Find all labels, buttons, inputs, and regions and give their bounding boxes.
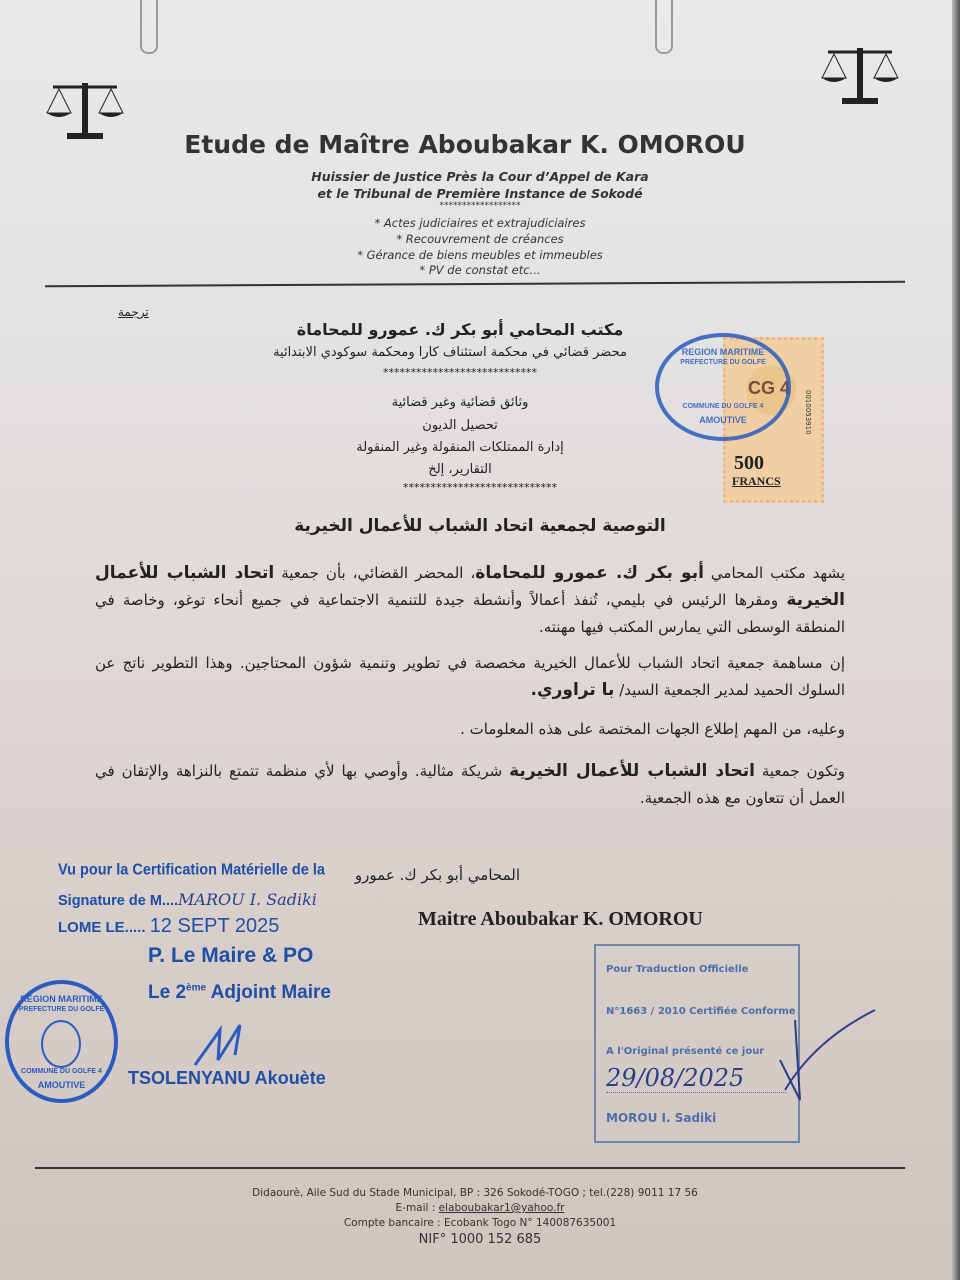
service-item: * PV de constat etc... xyxy=(419,263,541,277)
service-item: * Recouvrement de créances xyxy=(396,232,564,246)
arabic-service-item: إدارة الممتلكات المنقولة وغير المنقولة xyxy=(356,440,564,455)
stamp-text: A l'Original présenté ce jour xyxy=(606,1046,765,1057)
paragraph xyxy=(95,650,845,704)
text: يشهد مكتب المحامي xyxy=(703,564,845,582)
text: Le 2 xyxy=(148,982,187,1003)
divider xyxy=(45,281,905,288)
label: E-mail : xyxy=(395,1202,439,1214)
letterhead-subtitle: et le Tribunal de Première Instance de Sokodé xyxy=(317,186,643,201)
label: Signature de M.... xyxy=(58,893,179,909)
arabic-signature-name: المحامي أبو بكر ك. عمورو xyxy=(354,866,520,884)
translator-name: MOROU I. Sadiki xyxy=(606,1111,717,1125)
stars-divider: **************************** xyxy=(383,366,537,379)
footer-divider xyxy=(35,1167,905,1169)
text: ومقرها الرئيس في بليمي، تُنفذ أعمالاً وأنشطة جيدة للتنمية الاجتماعية في جميع أنحاء توغو، وخاصة في المنطقة الوسطى التي يمارس المكتب فيها مهنته. xyxy=(95,591,845,636)
paperclip xyxy=(655,0,673,54)
certification-line: Vu pour la Certification Matérielle de la xyxy=(58,861,325,879)
email-link[interactable]: elaboubakar1@yahoo.fr xyxy=(438,1202,565,1214)
prefecture-stamp xyxy=(655,333,791,441)
stamp-text: COMMUNE DU GOLFE 4 xyxy=(21,1068,102,1075)
text: وتكون جمعية xyxy=(754,762,845,780)
translator-signature xyxy=(775,1000,885,1110)
service-item: * Gérance de biens meubles et immeubles xyxy=(357,248,603,262)
stars-divider: **************************** xyxy=(403,481,557,494)
service-item: * Actes judiciaires et extrajudiciaires xyxy=(374,216,586,230)
footer-nif: NIF° 1000 152 685 xyxy=(418,1232,542,1247)
certification-line xyxy=(58,890,317,909)
stamp-text: COMMUNE DU GOLFE 4 xyxy=(682,403,764,410)
handwritten-name: MAROU I. Sadiki xyxy=(178,890,317,909)
text-bold: اتحاد الشباب للأعمال الخيرية xyxy=(509,761,755,781)
paragraph xyxy=(95,758,845,812)
text-bold: اتحاد الشباب للأعمال الخيرية xyxy=(95,563,845,610)
signatory-name: Maitre Aboubakar K. OMOROU xyxy=(418,908,703,930)
stamp-text: PREFECTURE DU GOLFE xyxy=(680,359,766,366)
stamp-serial: 0010053910 xyxy=(804,390,812,435)
scales-of-justice-icon xyxy=(820,40,900,120)
arabic-service-item: وثائق قضائية وغير قضائية xyxy=(391,395,529,410)
stamp-text: AMOUTIVE xyxy=(37,1080,86,1090)
letter-title: التوصية لجمعية اتحاد الشباب للأعمال الخيرية xyxy=(294,516,666,536)
arabic-office-subtitle: محضر قضائي في محكمة استئناف كارا ومحكمة سوكودي الابتدائية xyxy=(273,345,627,360)
text-bold: با تراوري. xyxy=(530,680,615,700)
text-bold: أبو بكر ك. عمورو للمحاماة xyxy=(475,563,704,583)
letterhead-title: Etude de Maître Aboubakar K. OMOROU xyxy=(184,130,746,159)
paragraph xyxy=(95,560,845,641)
text: شريكة مثالية. وأوصي بها لأي منظمة تتمتع بالنزاهة والإتقان في العمل أن تتعاون مع هذه الجمعية. xyxy=(95,762,845,807)
arabic-service-item: تحصيل الديون xyxy=(422,418,498,433)
handwritten-date: 29/08/2025 xyxy=(606,1064,786,1093)
mayor-line: P. Le Maire & PO xyxy=(148,944,314,967)
stamp-currency: FRANCS xyxy=(732,474,781,488)
stamp-text: Pour Traduction Officielle xyxy=(606,964,749,975)
footer-bank: Compte bancaire : Ecobank Togo N° 140087635001 xyxy=(343,1217,617,1229)
deputy-mayor-name: TSOLENYANU Akouète xyxy=(128,1068,326,1088)
date-value: 12 SEPT 2025 xyxy=(149,915,280,937)
stars-divider: ****************** xyxy=(439,201,521,211)
stamp-text: PREFECTURE DU GOLFE xyxy=(18,1006,105,1013)
text: ، المحضر القضائي، بأن جمعية xyxy=(274,564,476,582)
paragraph: وعليه، من المهم إطلاع الجهات المختصة على هذه المعلومات . xyxy=(460,720,845,738)
footer-email xyxy=(0,1202,960,1214)
stamp-text: AMOUTIVE xyxy=(699,415,747,425)
paperclip xyxy=(140,0,158,54)
text: ème xyxy=(186,982,207,994)
mayor-line xyxy=(148,982,331,1004)
translation-stamp xyxy=(594,944,800,1143)
stamp-text: REGION MARITIME xyxy=(20,994,103,1004)
text: إن مساهمة جمعية اتحاد الشباب للأعمال الخيرية مخصصة في تطوير وتنمية شؤون المحتاجين. وهذا التطوير ناتج عن السلوك الحميد لمدير الجمعية السيد/ xyxy=(95,654,845,699)
certification-date xyxy=(58,915,279,938)
commune-stamp xyxy=(5,980,118,1103)
text: Adjoint Maire xyxy=(206,982,331,1003)
arabic-office-name: مكتب المحامي أبو بكر ك. عمورو للمحاماة xyxy=(296,320,624,339)
stamp-text: N°1663 / 2010 Certifiée Conforme xyxy=(606,1006,796,1017)
emblem-icon xyxy=(41,1020,81,1068)
label: LOME LE..... xyxy=(58,919,146,936)
letterhead-subtitle: Huissier de Justice Près la Cour d’Appel de Kara xyxy=(311,169,649,184)
stamp-text: REGION MARITIME xyxy=(681,347,765,357)
translation-label: ترجمة xyxy=(118,305,149,319)
footer-address: Didaourè, Aile Sud du Stade Municipal, BP : 326 Sokodé-TOGO ; tel.(228) 9011 17 56 xyxy=(252,1187,698,1199)
signature-scribble xyxy=(190,1020,280,1070)
arabic-service-item: التقارير، إلخ xyxy=(428,462,492,477)
stamp-value: 500 xyxy=(734,452,764,474)
stamp-code: CG 4 xyxy=(748,378,791,398)
